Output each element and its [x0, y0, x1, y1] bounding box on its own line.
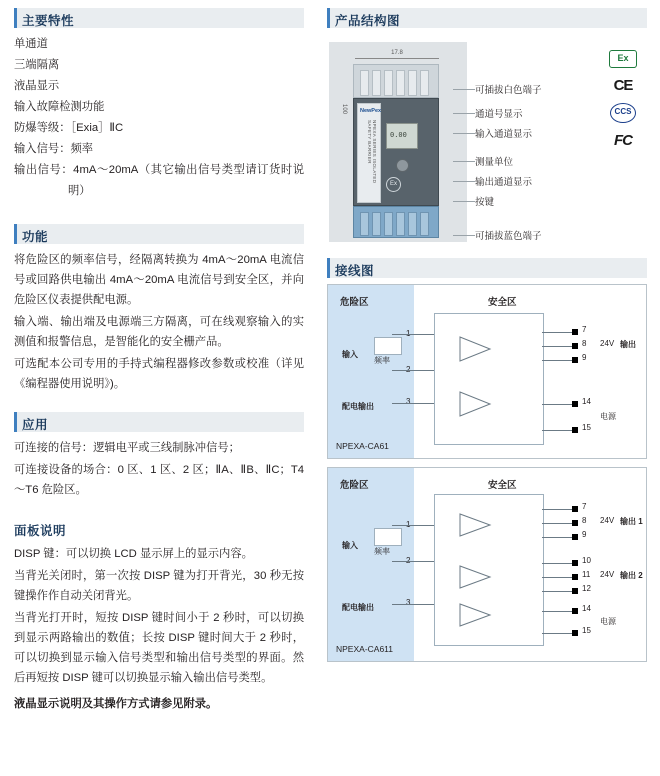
disp-button[interactable] [396, 159, 409, 172]
dimension-height [341, 104, 347, 114]
terminal-dot [572, 560, 578, 566]
callout-text: 可插拔蓝色端子 [475, 231, 542, 242]
section-title: 产品结构图 [335, 14, 401, 28]
terminal-number: 9 [582, 353, 587, 362]
wiring-diagram-1 [327, 284, 647, 459]
fc-certification-icon: FC [614, 132, 632, 149]
terminal-number: 12 [582, 584, 591, 593]
terminal-slot [408, 70, 417, 96]
terminal-number: 10 [582, 556, 591, 565]
callout-text: 测量单位 [475, 157, 514, 168]
paragraph: 当背光打开时，短按 DISP 键时间小于 2 秒时，可以切换到显示两路输出的数值；长按 DISP 键时间大于 2 秒时，可以切换到显示输入信号类型和输出信号类型的界面。然后再短按 DISP 键可以切换显示输入输出信号类型。 [14, 612, 304, 684]
terminal-slot [360, 212, 369, 236]
paragraph: 可连接的信号：逻辑电平或三线制脉冲信号； [14, 442, 240, 454]
section-header-wiring [327, 258, 647, 278]
callout-line [453, 161, 475, 162]
amplifier-symbol-1 [458, 512, 492, 538]
ex-certification-icon: Ex [609, 50, 637, 68]
section-header-application [14, 412, 304, 432]
terminal-slot [384, 70, 393, 96]
wire-line [542, 611, 572, 612]
section-header-panel [14, 518, 304, 538]
callout-line [453, 235, 475, 236]
voltage-label: 24V [600, 516, 615, 525]
input-terminal: 2 [406, 556, 411, 565]
terminal-number: 9 [582, 530, 587, 539]
list-item: 防爆等级：［Exia］ⅡC [14, 122, 124, 134]
model-label: NPEXA-CA611 [336, 644, 394, 654]
list-item: 单通道 [14, 38, 48, 50]
callout-channel-number [475, 106, 523, 120]
cert-fc [601, 132, 645, 149]
amplifier-symbol-2 [458, 390, 492, 418]
ce-certification-icon: CE [613, 77, 633, 94]
terminal-slot [372, 212, 381, 236]
section-header-function [14, 224, 304, 244]
input-terminal: 2 [406, 365, 411, 374]
dimension-width [355, 50, 439, 56]
wire-line [392, 561, 434, 562]
terminal-number: 8 [582, 516, 587, 525]
wire-line [542, 509, 572, 510]
wire-line [542, 404, 572, 405]
input-terminal: 1 [406, 329, 411, 338]
hazardous-zone-area [328, 468, 414, 661]
paragraph: 可连接设备的场合：0 区、1 区、2 区；ⅡA、ⅡB、ⅡC；T4～T6 危险区。 [14, 464, 304, 496]
power-label: 电源 [600, 617, 616, 626]
terminal-number: 7 [582, 325, 587, 334]
terminal-slot [372, 70, 381, 96]
hazardous-zone-area [328, 285, 414, 458]
dimension-line [355, 58, 439, 59]
terminal-dot [572, 401, 578, 407]
callout-line [453, 113, 475, 114]
section-title: 面板说明 [14, 524, 67, 538]
panel-note: 液晶显示说明及其操作方式请参见附录。 [14, 698, 218, 710]
input-label: 输入 [342, 350, 358, 359]
application-body [14, 438, 304, 500]
blue-terminal-block [353, 206, 439, 238]
section-title: 主要特性 [22, 14, 75, 28]
list-item: 液晶显示 [14, 80, 60, 92]
callout-text: 通道号显示 [475, 109, 523, 120]
terminal-dot [572, 630, 578, 636]
accent-bar [327, 8, 330, 28]
wire-line [542, 577, 572, 578]
input-label: 输入 [342, 541, 358, 550]
function-body [14, 250, 304, 394]
terminal-slot [396, 212, 405, 236]
list-item: 三端隔离 [14, 59, 60, 71]
cert-ex [601, 50, 645, 68]
terminal-dot [572, 608, 578, 614]
callout-text: 输出通道显示 [475, 177, 533, 188]
voltage-label: 24V [600, 570, 615, 579]
wiring-diagram-2 [327, 467, 647, 662]
ex-mark-icon: Ex [386, 177, 401, 192]
terminal-dot [572, 329, 578, 335]
left-column [14, 8, 304, 716]
callout-unit [475, 154, 513, 168]
input-signal-box [374, 528, 402, 546]
terminal-dot [572, 506, 578, 512]
paragraph: 可选配本公司专用的手持式编程器修改参数或校准（详见《编程器使用说明》)。 [14, 358, 304, 390]
wire-line [542, 537, 572, 538]
wire-line [542, 523, 572, 524]
power-output-label: 配电输出 [342, 603, 374, 612]
hazardous-zone-title: 危险区 [340, 480, 369, 491]
list-item: 输入故障检测功能 [14, 101, 105, 113]
terminal-dot [572, 357, 578, 363]
callout-text: 输入通道显示 [475, 129, 533, 140]
model-label: NPEXA-CA61 [336, 441, 389, 451]
signal-type-label: 频率 [374, 547, 390, 556]
ccs-certification-icon: CCS [610, 103, 636, 123]
wire-line [392, 403, 434, 404]
callout-line [453, 133, 475, 134]
terminal-dot [572, 520, 578, 526]
callout-line [453, 181, 475, 182]
callout-output-channel [475, 174, 532, 188]
accent-bar [14, 412, 17, 432]
terminal-slot [408, 212, 417, 236]
terminal-dot [572, 534, 578, 540]
safe-zone-title: 安全区 [488, 480, 517, 491]
terminal-dot [572, 574, 578, 580]
wire-line [542, 633, 572, 634]
brand-logo: NewPex [360, 108, 382, 114]
list-item: 输入信号：频率 [14, 143, 94, 155]
list-item: 输出信号：4mA～20mA（其它输出信号类型请订货时说明） [14, 164, 304, 197]
terminal-number: 11 [582, 570, 591, 579]
terminal-dot [572, 588, 578, 594]
white-terminal-block [353, 64, 439, 98]
output-label-1: 输出 1 [620, 517, 643, 526]
amplifier-symbol-3 [458, 602, 492, 628]
power-output-label: 配电输出 [342, 402, 374, 411]
input-terminal: 1 [406, 520, 411, 529]
wire-line [542, 332, 572, 333]
accent-bar [327, 258, 330, 278]
wire-line [392, 604, 434, 605]
module-box [434, 313, 544, 445]
features-list [14, 34, 304, 202]
callout-text: 按键 [475, 197, 495, 208]
terminal-slot [360, 70, 369, 96]
lcd-display [386, 123, 418, 149]
terminal-number: 14 [582, 397, 591, 406]
dimension-height-value: 100 [341, 104, 347, 115]
section-header-features [14, 8, 304, 28]
terminal-number: 15 [582, 626, 591, 635]
output-label-2: 输出 2 [620, 571, 643, 580]
power-output-terminal: 3 [406, 598, 411, 607]
terminal-slot [396, 70, 405, 96]
terminal-slot [384, 212, 393, 236]
section-title: 接线图 [335, 264, 375, 278]
wire-line [542, 346, 572, 347]
accent-bar [14, 224, 17, 244]
section-header-structure [327, 8, 647, 28]
hazardous-zone-title: 危险区 [340, 297, 369, 308]
accent-bar [14, 8, 17, 28]
panel-body [14, 544, 304, 714]
callout-text: 可插拔白色端子 [475, 85, 542, 96]
signal-type-label: 频率 [374, 356, 390, 365]
power-output-terminal: 3 [406, 397, 411, 406]
terminal-number: 8 [582, 339, 587, 348]
device-side-text: NPEXA SERIES ISOLATED SAFETY BARRIER [367, 120, 377, 184]
certification-marks [601, 50, 645, 158]
device-body [353, 98, 439, 206]
lcd-value: 0.00 [390, 131, 407, 139]
terminal-dot [572, 343, 578, 349]
terminal-number: 15 [582, 423, 591, 432]
voltage-label: 24V [600, 339, 615, 348]
product-structure-figure [327, 34, 647, 244]
device-front-label [357, 103, 381, 203]
wire-line [542, 563, 572, 564]
paragraph: 将危险区的频率信号，经隔离转换为 4mA～20mA 电流信号或回路供电输出 4mA～20mA 电流信号到安全区，并向危险区仪表提供配电源。 [14, 254, 304, 306]
input-signal-box [374, 337, 402, 355]
paragraph: 输入端、输出端及电源端三方隔离，可在线观察输入的实测值和报警信息，是智能化的安全栅产品。 [14, 316, 304, 348]
terminal-number: 7 [582, 502, 587, 511]
wire-line [542, 360, 572, 361]
terminal-slot [420, 70, 429, 96]
safe-zone-title: 安全区 [488, 297, 517, 308]
paragraph: 当背光关闭时，第一次按 DISP 键为打开背光，30 秒无按键操作作自动关闭背光。 [14, 570, 304, 602]
dimension-width-value: 17.8 [391, 50, 403, 56]
device-illustration [353, 64, 439, 238]
wire-line [542, 591, 572, 592]
callout-input-channel [475, 126, 532, 140]
terminal-number: 14 [582, 604, 591, 613]
callout-button [475, 194, 494, 208]
cert-ce [601, 77, 645, 94]
section-title: 功能 [22, 230, 49, 244]
amplifier-symbol-2 [458, 564, 492, 590]
amplifier-symbol-1 [458, 335, 492, 363]
callout-line [453, 89, 475, 90]
output-label: 输出 [620, 340, 636, 349]
wire-line [392, 334, 434, 335]
terminal-slot [420, 212, 429, 236]
power-label: 电源 [600, 412, 616, 421]
wire-line [392, 525, 434, 526]
right-column [327, 8, 647, 670]
cert-ccs [601, 103, 645, 123]
wire-line [542, 430, 572, 431]
wire-line [392, 370, 434, 371]
terminal-dot [572, 427, 578, 433]
section-title: 应用 [22, 418, 49, 432]
callout-blue-terminal [475, 228, 542, 242]
callout-white-terminal [475, 82, 542, 96]
callout-line [453, 201, 475, 202]
paragraph: DISP 键：可以切换 LCD 显示屏上的显示内容。 [14, 548, 253, 560]
